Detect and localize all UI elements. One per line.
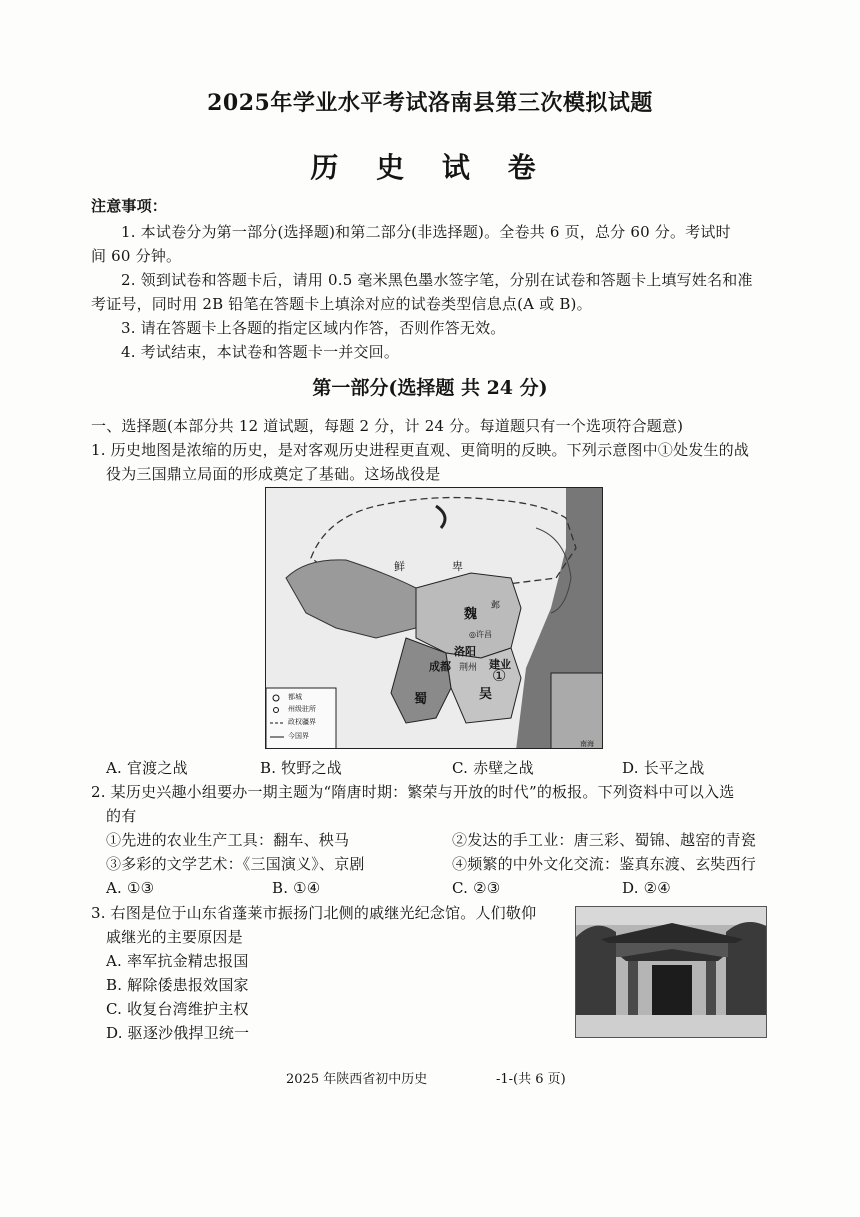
legend-capital-label: 都城 [288,693,302,701]
map-label-jianye: 建业 [489,658,511,671]
footer-paper-name: 2025 年陕西省初中历史 [286,1072,428,1087]
q1-option-c[interactable]: C. 赤壁之战 [452,759,534,777]
map-graphic [266,488,603,749]
map-label-xuchang: ◎许昌 [469,630,492,639]
q3-option-c[interactable]: C. 收复台湾维护主权 [106,1000,249,1018]
q1-stem-line2: 役为三国鼎立局面的形成奠定了基础。这场战役是 [106,465,441,483]
paper-subtitle: 历 史 试 卷 [310,151,550,184]
q2-option-a[interactable]: A. ①③ [106,879,155,897]
q2-item-1: ①先进的农业生产工具：翻车、秧马 [106,831,350,849]
qi-jiguang-memorial-photo [575,906,767,1038]
map-label-xianbei1: 鲜 [394,560,405,573]
part1-instructions: 一、选择题(本部分共 12 道试题，每题 2 分，计 24 分。每道题只有一个选项符合题意) [91,417,684,435]
q3-option-a[interactable]: A. 率军抗金精忠报国 [106,952,249,970]
q2-option-d[interactable]: D. ②④ [622,879,671,897]
q1-option-b[interactable]: B. 牧野之战 [260,759,342,777]
map-label-wu: 吴 [479,687,493,702]
map-label-wei: 魏 [464,607,478,622]
q2-stem-line1: 2. 某历史兴趣小组要办一期主题为“隋唐时期：繁荣与开放的时代”的板报。下列资料中可以入选 [91,783,735,801]
q2-stem-line2: 的有 [106,807,137,825]
notice-heading: 注意事项： [91,197,168,215]
legend-state-label: 州级驻所 [288,705,316,713]
q1-option-d[interactable]: D. 长平之战 [622,759,705,777]
notice-item-2a: 2. 领到试卷和答题卡后，请用 0.5 毫米黑色墨水签字笔，分别在试卷和答题卡上填写姓名和准 [121,271,753,289]
map-label-shu: 蜀 [414,692,428,707]
three-kingdoms-map [265,487,603,749]
footer-page-number: -1-(共 6 页) [496,1072,566,1087]
memorial-gate-drawing [576,907,767,1038]
q2-item-2: ②发达的手工业：唐三彩、蜀锦、越窑的青瓷 [452,831,757,849]
q1-option-a[interactable]: A. 官渡之战 [106,759,188,777]
q3-option-d[interactable]: D. 驱逐沙俄捍卫统一 [106,1024,250,1042]
inset-label-nanhai: 南海 [580,740,594,748]
notice-item-1a: 1. 本试卷分为第一部分(选择题)和第二部分(非选择题)。全卷共 6 页，总分 60 分。考试时 [121,223,731,241]
notice-item-3: 3. 请在答题卡上各题的指定区域内作答，否则作答无效。 [121,319,506,337]
legend-modern-label: 今国界 [288,732,309,740]
map-label-chengdu: 成都 [429,660,451,673]
q2-option-b[interactable]: B. ①④ [272,879,321,897]
map-label-luoyang: 洛阳 [454,645,476,658]
part1-title: 第一部分(选择题 共 24 分) [312,377,548,399]
battle-marker-1: ① [492,666,507,685]
legend-boundary-label: 政权疆界 [288,718,316,726]
q2-item-4: ④频繁的中外文化交流：鉴真东渡、玄奘西行 [452,855,757,873]
notice-item-2b: 考证号，同时用 2B 铅笔在答题卡上填涂对应的试卷类型信息点(A 或 B)。 [91,295,592,313]
q3-stem-line1: 3. 右图是位于山东省蓬莱市振扬门北侧的戚继光纪念馆。人们敬仰 [91,904,537,922]
q3-option-b[interactable]: B. 解除倭患报效国家 [106,976,249,994]
notice-item-1b: 间 60 分钟。 [91,247,182,265]
q2-option-c[interactable]: C. ②③ [452,879,501,897]
south-sea-inset [551,673,603,749]
notice-item-4: 4. 考试结束，本试卷和答题卡一并交回。 [121,343,400,361]
q2-item-3: ③多彩的文学艺术：《三国演义》、京剧 [106,855,365,873]
q1-stem-line1: 1. 历史地图是浓缩的历史，是对客观历史进程更直观、更简明的反映。下列示意图中①处发生的战 [91,441,750,459]
map-label-jingzhou: 荆州 [459,663,478,673]
q3-stem-line2: 戚继光的主要原因是 [106,928,243,946]
lake-baikal [436,506,445,528]
exam-title: 2025年学业水平考试洛南县第三次模拟试题 [207,90,653,116]
map-label-ye: 邺 [491,601,501,611]
map-label-xianbei2: 卑 [452,560,463,573]
